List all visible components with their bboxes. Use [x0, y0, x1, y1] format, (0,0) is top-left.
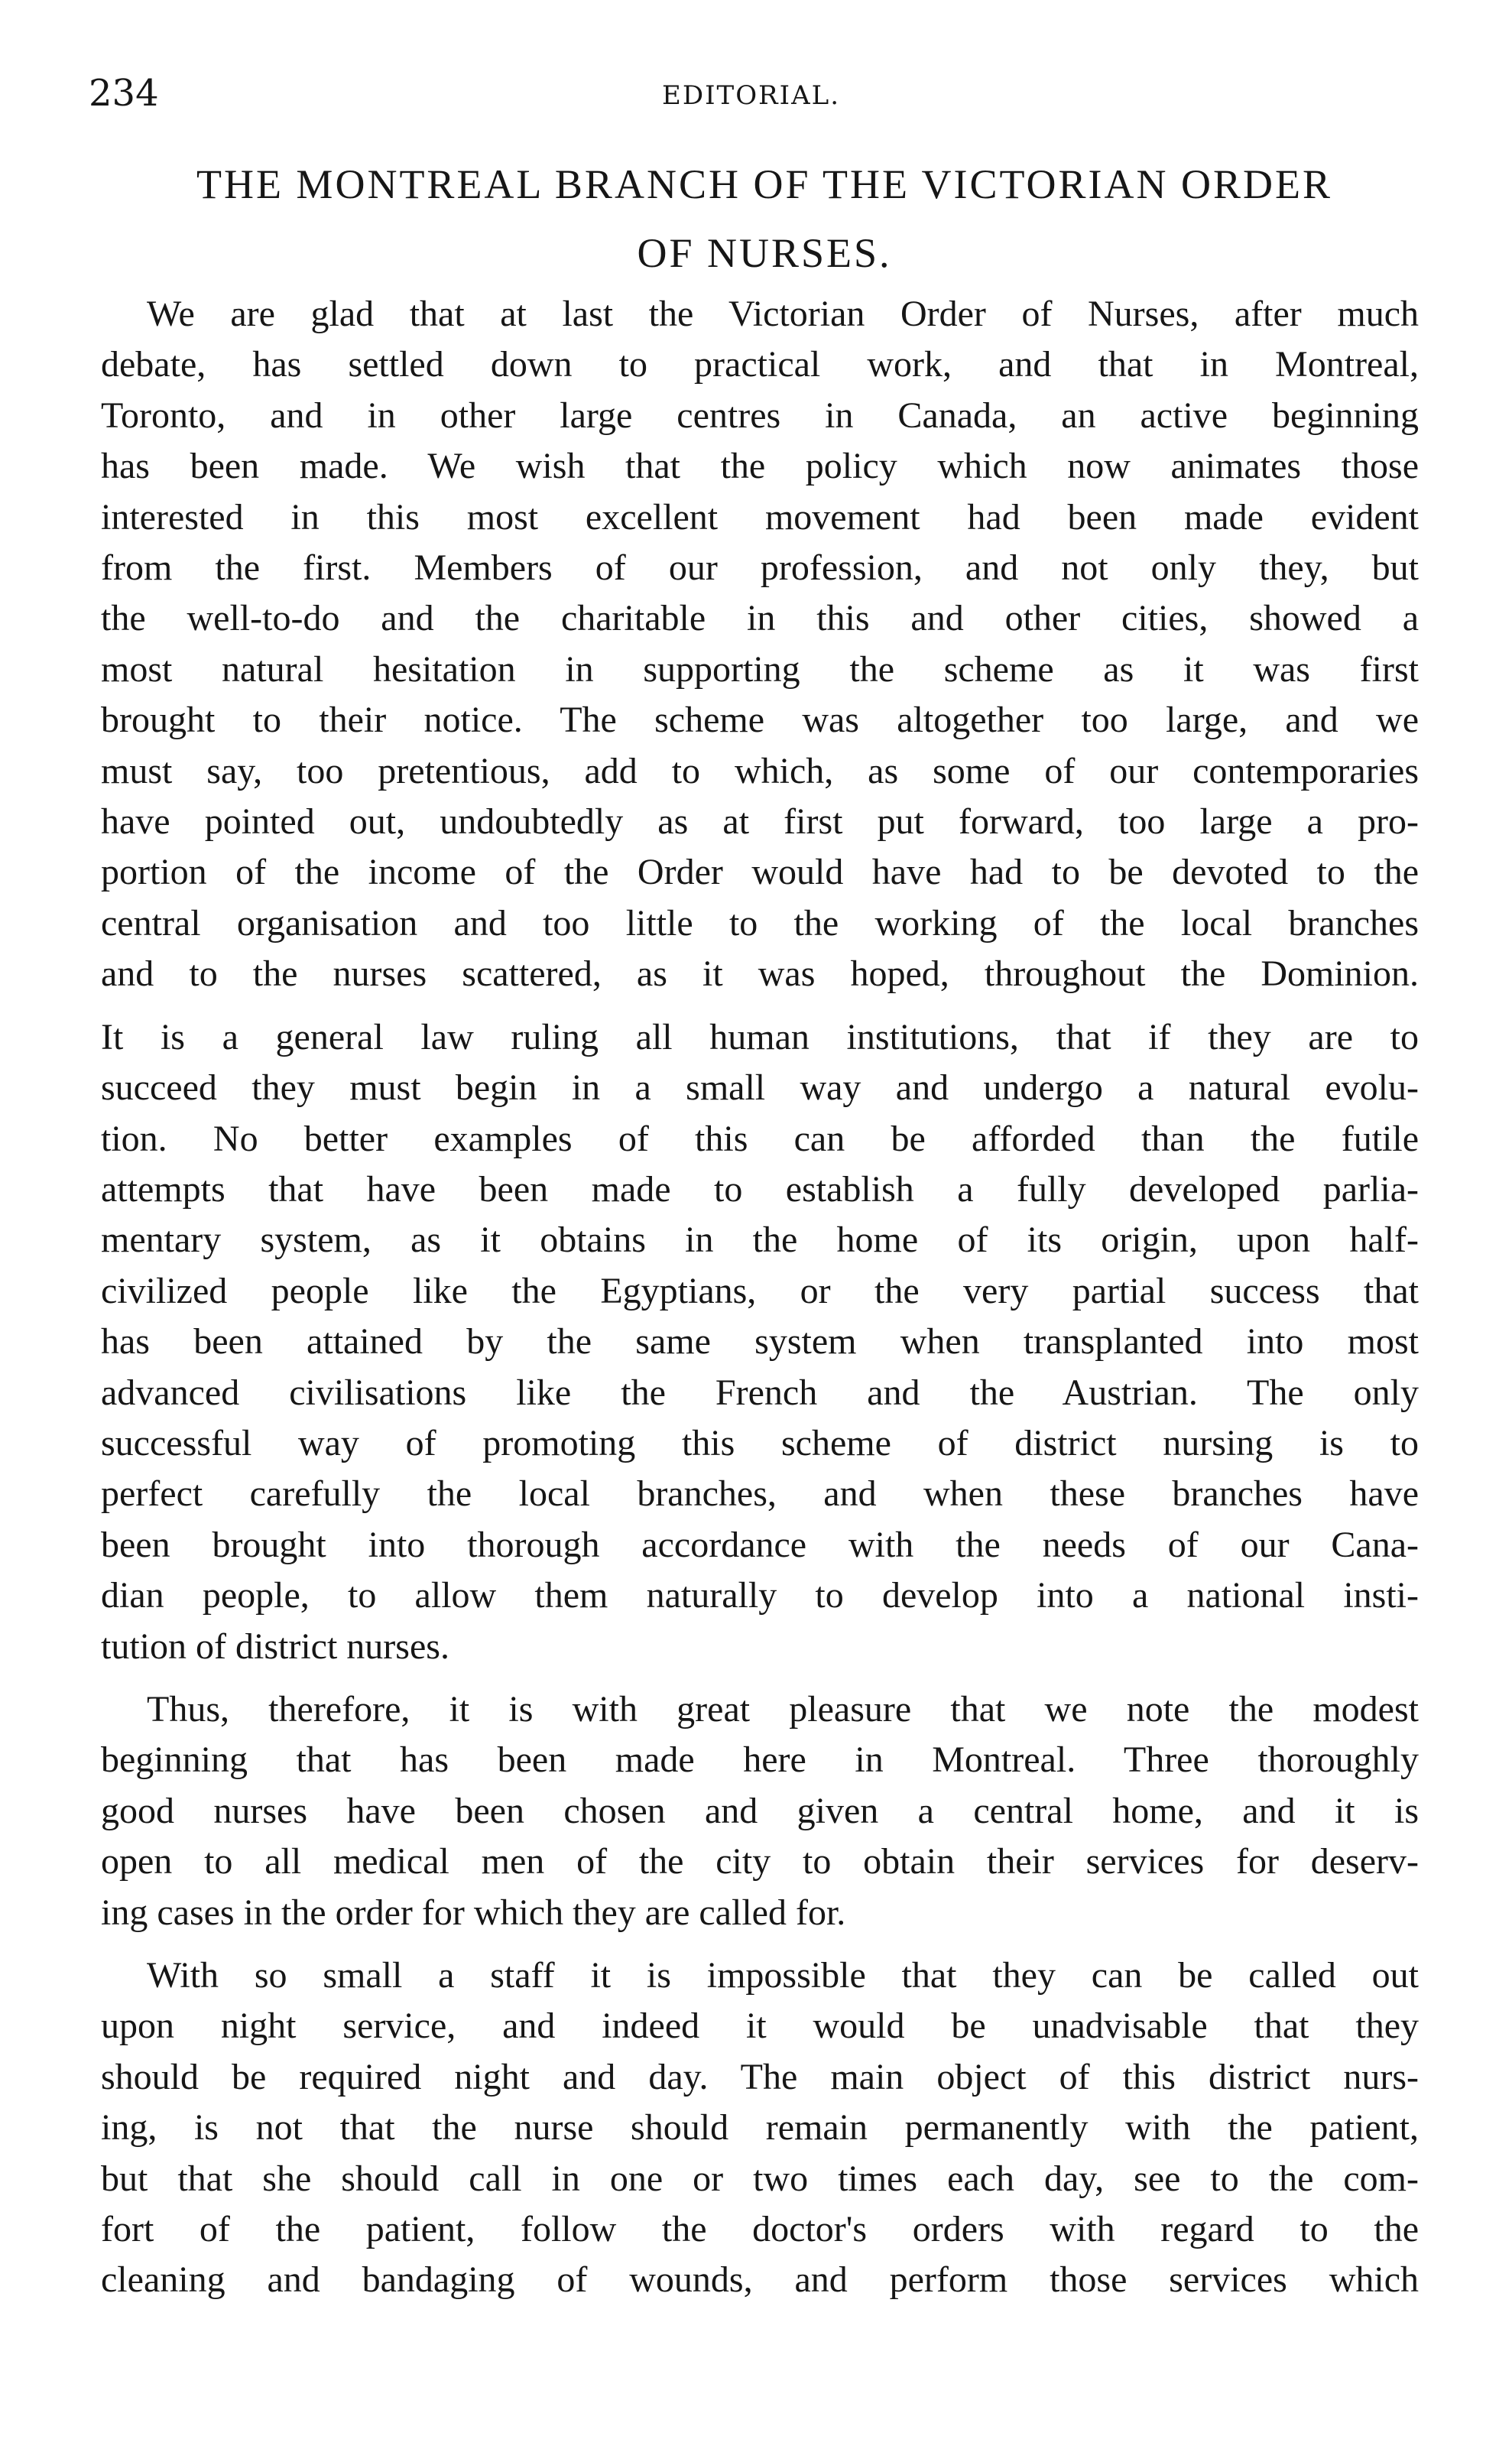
article-title-line-1: THE MONTREAL BRANCH OF THE VICTORIAN ORDER	[196, 161, 1333, 207]
text-line: mentary system, as it obtains in the home of its origin, upon half-	[101, 1220, 1419, 1261]
text-line: the well-to-do and the charitable in this and other cities, showed a	[101, 598, 1419, 639]
paragraph-3	[101, 1684, 1419, 1938]
text-line: beginning that has been made here in Montreal. Three thoroughly	[101, 1739, 1419, 1781]
text-line: attempts that have been made to establish a fully developed parlia-	[101, 1168, 1419, 1210]
text-line: brought to their notice. The scheme was altogether too large, and we	[101, 700, 1419, 741]
text-line: civilized people like the Egyptians, or the very partial success that	[101, 1270, 1419, 1311]
text-line: perfect carefully the local branches, and when these branches have	[101, 1473, 1419, 1515]
text-line: succeed they must begin in a small way and undergo a natural evolu-	[101, 1067, 1419, 1109]
text-line: should be required night and day. The main object of this district nurs-	[101, 2056, 1419, 2097]
text-line: has been attained by the same system when transplanted into most	[101, 1321, 1419, 1363]
article-body	[101, 289, 1419, 2306]
article-title-line-2: OF NURSES.	[637, 230, 892, 276]
paragraph-4	[101, 1950, 1419, 2306]
text-line: and to the nurses scattered, as it was hoped, throughout the Dominion.	[101, 953, 1419, 995]
text-line: must say, too pretentious, add to which, as some of our contemporaries	[101, 750, 1419, 791]
text-line: most natural hesitation in supporting the scheme as it was first	[101, 648, 1419, 690]
text-line: With so small a staff it is impossible that they can be called out	[147, 1955, 1419, 1996]
text-line: portion of the income of the Order would have had to be devoted to the	[101, 852, 1419, 893]
text-line: from the first. Members of our profession, and not only they, but	[101, 547, 1419, 589]
text-line: debate, has settled down to practical work, and that in Montreal,	[101, 344, 1419, 385]
text-line: Toronto, and in other large centres in Canada, an active beginning	[101, 395, 1419, 436]
text-line: upon night service, and indeed it would be unadvisable that they	[101, 2006, 1419, 2047]
page-number: 234	[89, 72, 159, 115]
text-line: advanced civilisations like the French and the Austrian. The only	[101, 1372, 1419, 1413]
running-head: EDITORIAL.	[662, 80, 841, 111]
text-line: successful way of promoting this scheme of district nursing is to	[101, 1422, 1419, 1463]
text-line: tution of district nurses.	[101, 1626, 449, 1667]
text-line: good nurses have been chosen and given a central home, and it is	[101, 1790, 1419, 1831]
text-line: cleaning and bandaging of wounds, and perform those services which	[101, 2259, 1419, 2301]
text-line: fort of the patient, follow the doctor's orders with regard to the	[101, 2209, 1419, 2250]
text-line: dian people, to allow them naturally to develop into a national insti-	[101, 1575, 1419, 1616]
text-line: open to all medical men of the city to obtain their services for deserv-	[101, 1841, 1419, 1882]
text-line: tion. No better examples of this can be afforded than the futile	[101, 1118, 1419, 1159]
text-line: interested in this most excellent movement had been made evident	[101, 496, 1419, 538]
paragraph-2	[101, 1012, 1419, 1672]
text-line: ing cases in the order for which they are called for.	[101, 1892, 846, 1933]
paragraph-1	[101, 289, 1419, 1000]
text-line: but that she should call in one or two times each day, see to the com-	[101, 2158, 1419, 2199]
text-line: ing, is not that the nurse should remain permanently with the patient,	[101, 2107, 1419, 2149]
text-line: It is a general law ruling all human institutions, that if they are to	[101, 1016, 1419, 1057]
text-line: Thus, therefore, it is with great pleasure that we note the modest	[147, 1688, 1419, 1730]
text-line: central organisation and too little to the working of the local branches	[101, 902, 1419, 944]
text-line: We are glad that at last the Victorian Order of Nurses, after much	[147, 294, 1419, 334]
text-line: has been made. We wish that the policy which now animates those	[101, 446, 1419, 487]
text-line: been brought into thorough accordance with the needs of our Cana-	[101, 1524, 1419, 1565]
article-title	[130, 150, 1399, 287]
text-line: have pointed out, undoubtedly as at first put forward, too large a pro-	[101, 801, 1419, 843]
